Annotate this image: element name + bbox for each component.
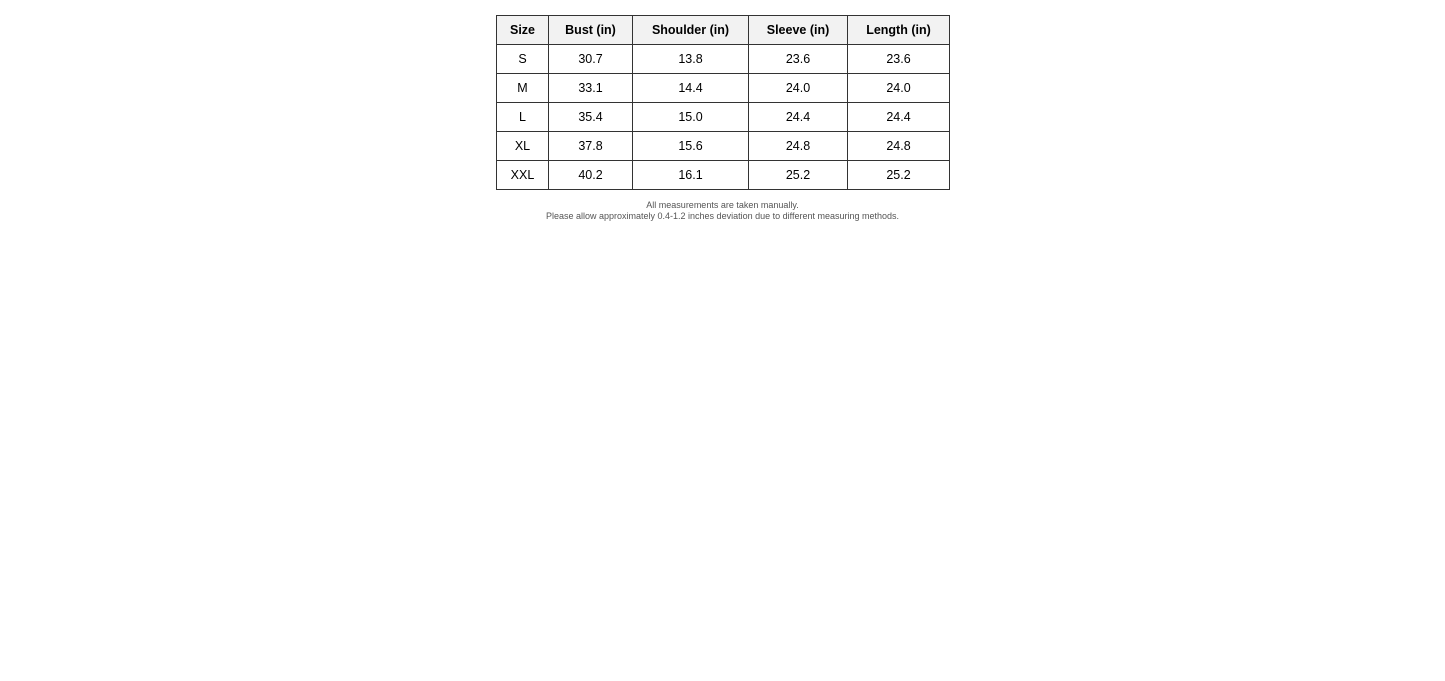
table-row [497,161,950,190]
cell-length: 24.0 [848,74,950,103]
cell-size: L [497,103,549,132]
cell-sleeve: 24.4 [749,103,848,132]
cell-shoulder: 14.4 [633,74,749,103]
cell-bust: 40.2 [549,161,633,190]
cell-sleeve: 25.2 [749,161,848,190]
measurement-notes [0,200,1445,222]
cell-size: M [497,74,549,103]
cell-bust: 35.4 [549,103,633,132]
table-row [497,74,950,103]
cell-shoulder: 15.0 [633,103,749,132]
cell-sleeve: 24.0 [749,74,848,103]
header-shoulder: Shoulder (in) [633,16,749,45]
cell-sleeve: 23.6 [749,45,848,74]
header-sleeve: Sleeve (in) [749,16,848,45]
cell-size: S [497,45,549,74]
cell-bust: 33.1 [549,74,633,103]
cell-sleeve: 24.8 [749,132,848,161]
cell-size: XXL [497,161,549,190]
header-length: Length (in) [848,16,950,45]
size-chart-table [496,15,950,190]
header-row [497,16,950,45]
header-size: Size [497,16,549,45]
table-row [497,103,950,132]
cell-size: XL [497,132,549,161]
cell-bust: 30.7 [549,45,633,74]
cell-length: 24.8 [848,132,950,161]
cell-shoulder: 15.6 [633,132,749,161]
note-line-manual: All measurements are taken manually. [646,200,799,210]
cell-bust: 37.8 [549,132,633,161]
note-line-deviation: Please allow approximately 0.4-1.2 inches deviation due to different measuring methods. [545,211,900,221]
cell-shoulder: 13.8 [633,45,749,74]
table-row [497,45,950,74]
cell-length: 25.2 [848,161,950,190]
cell-shoulder: 16.1 [633,161,749,190]
cell-length: 24.4 [848,103,950,132]
cell-length: 23.6 [848,45,950,74]
table-row [497,132,950,161]
header-bust: Bust (in) [549,16,633,45]
